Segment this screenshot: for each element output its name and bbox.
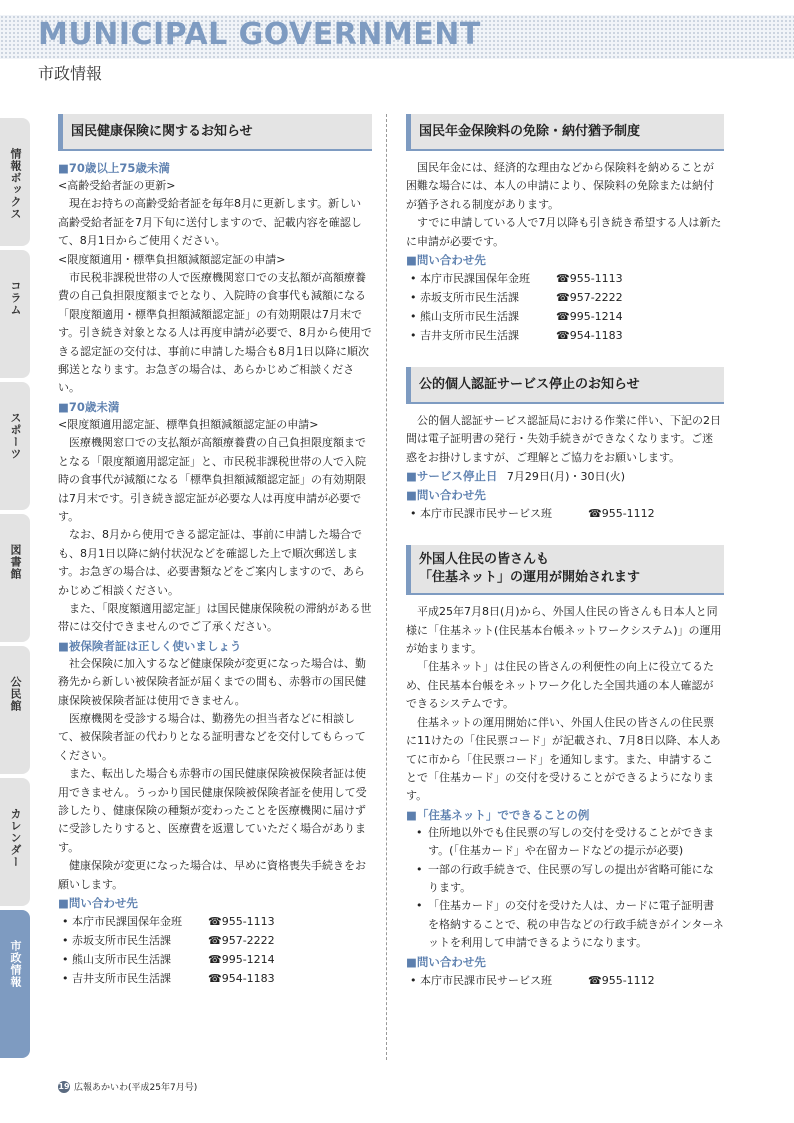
public-auth-section: [406, 367, 724, 523]
section-title: 公的個人認証サービス停止のお知らせ: [406, 367, 724, 404]
side-tab-sports[interactable]: スポーツ: [0, 382, 30, 510]
page-number: 19: [58, 1081, 70, 1091]
contact-item: • 赤坂支所市民生活課 ☎957-2222: [406, 288, 724, 307]
page-title: MUNICIPAL GOVERNMENT: [38, 17, 481, 52]
paragraph: 社会保険に加入するなど健康保険が変更になった場合は、勤務先から新しい被保険者証が届くまでの間も、赤磐市の国民健康保険被保険者証は使用できません。: [58, 656, 366, 707]
service-stop-row: [406, 467, 724, 486]
contact-list: [58, 912, 372, 988]
section-title: 国民年金保険料の免除・納付猶予制度: [406, 114, 724, 151]
paragraph: 現在お持ちの高齢受給者証を毎年8月に更新します。新しい高齢受給者証を7月下旬に送付しますので、記載内容を確認して、8月1日からご使用ください。: [58, 197, 362, 248]
paragraph: 医療機関を受診する場合は、勤務先の担当者などに相談して、被保険者証の代わりとなる証明書などを交付してもらってください。: [58, 711, 366, 762]
list-item: • 住所地以外でも住民票の写しの交付を受けることができます。(「住基カード」や在留カードなどの提示が必要): [406, 824, 724, 861]
example-list: [406, 824, 724, 953]
right-column: [406, 114, 724, 990]
section-title: 外国人住民の皆さんも 「住基ネット」の運用が開始されます: [406, 545, 724, 595]
paragraph: なお、8月から使用できる認定証は、事前に申請した場合でも、8月1日以降に納付状況などを確認した上で順次郵送します。お急ぎの場合は、必要書類などをご案内しますので、あらかじめご相談ください。: [58, 528, 365, 597]
service-stop-date: 7月29日(月)・30日(火): [506, 470, 626, 484]
pension-section: [406, 114, 724, 345]
subheading: ■70歳未満: [58, 399, 120, 414]
paragraph: 健康保険が変更になった場合は、早めに資格喪失手続きをお願いします。: [58, 859, 366, 891]
side-tab-calendar[interactable]: カレンダー: [0, 778, 30, 906]
contact-item: • 吉井支所市民生活課 ☎954-1183: [406, 326, 724, 345]
service-stop-label: ■サービス停止日: [406, 469, 498, 484]
side-tab-library[interactable]: 図書館: [0, 514, 30, 642]
page-footer: [58, 1080, 197, 1093]
contact-item: • 赤坂支所市民生活課 ☎957-2222: [58, 931, 372, 950]
paragraph: 「住基ネット」は住民の皆さんの利便性の向上に役立てるため、住民基本台帳をネットワーク化した全国共通の本人確認ができるシステムです。: [406, 660, 714, 711]
health-insurance-section: [58, 114, 372, 988]
side-tab-column[interactable]: コラム: [0, 250, 30, 378]
paragraph: また、「限度額適用認定証」は国民健康保険税の滞納がある世帯には交付できませんのでご了承ください。: [58, 601, 372, 634]
contact-item: • 熊山支所市民生活課 ☎995-1214: [406, 307, 724, 326]
contact-item: • 熊山支所市民生活課 ☎995-1214: [58, 950, 372, 969]
side-tab-community-center[interactable]: 公民館: [0, 646, 30, 774]
subheading: ■被保険者証は正しく使いましょう: [58, 638, 242, 653]
paragraph: 国民年金には、経済的な理由などから保険料を納めることが困難な場合には、本人の申請により、保険料の免除または納付が猶予される制度があります。: [406, 161, 714, 211]
list-item: • 「住基カード」の交付を受けた人は、カードに電子証明書を格納することで、税の申告などの行政手続きがインターネットを利用して申請できるようになります。: [406, 897, 724, 952]
contact-heading: ■問い合わせ先: [406, 954, 486, 969]
paragraph: 住基ネットの運用開始に伴い、外国人住民の皆さんの住民票に11けたの「住民票コード」が記載され、7月8日以降、本人あてに市から「住民票コード」を通知します。また、申請することで「住基カード」の交付を受けることができるようになります。: [406, 715, 721, 803]
contact-item: • 本庁市民課市民サービス班 ☎955-1112: [406, 504, 724, 523]
heading-line: <高齢受給者証の更新>: [58, 179, 176, 192]
paragraph: また、転出した場合も赤磐市の国民健康保険被保険者証は使用できません。うっかり国民健康保険被保険者証を使用して受診したり、健康保険の種類が変わったことを医療機関に届けずに受診したりすると、医療費を返還していただく場合があります。: [58, 767, 367, 854]
heading-line: <限度額適用・標準負担額減額認定証の申請>: [58, 252, 286, 266]
column-divider: [386, 114, 387, 1060]
contact-list: [406, 971, 724, 990]
contact-item: • 本庁市民課国保年金班 ☎955-1113: [406, 269, 724, 288]
contact-heading: ■問い合わせ先: [58, 896, 138, 911]
subheading: ■70歳以上75歳未満: [58, 161, 170, 175]
contact-item: • 本庁市民課国保年金班 ☎955-1113: [58, 912, 372, 931]
list-item: • 一部の行政手続きで、住民票の写しの提出が省略可能になります。: [406, 861, 724, 898]
side-tab-info-box[interactable]: 情報ボックス: [0, 118, 30, 246]
paragraph: すでに申請している人で7月以降も引き続き希望する人は新たに申請が必要です。: [406, 216, 722, 248]
jukinet-section: [406, 545, 724, 989]
paragraph: 医療機関窓口での支払額が高額療養費の自己負担限度額までとなる「限度額適用認定証」と、市民税非課税世帯の人で入院時の食事代が減額になる「標準負担額減額認定証」の有効期限は7月末です。引き続き認定証が必要な人は再度申請が必要です。: [58, 436, 366, 523]
contact-heading: ■問い合わせ先: [406, 253, 486, 268]
paragraph: 公的個人認証サービス認証局における作業に伴い、下記の2日間は電子証明書の発行・失効手続きができなくなります。ご迷惑をお掛けしますが、ご理解とご協力をお願いします。: [406, 414, 721, 464]
subheading: ■「住基ネット」でできることの例: [406, 807, 590, 822]
contact-list: [406, 269, 724, 345]
page-subtitle: 市政情報: [38, 64, 103, 83]
paragraph: 平成25年7月8日(月)から、外国人住民の皆さんも日本人と同様に「住基ネット(住民基本台帳ネットワークシステム)」の運用が始まります。: [406, 605, 722, 656]
paragraph: 市民税非課税世帯の人で医療機関窓口での支払額が高額療養費の自己負担限度額までとなり、入院時の食事代も減額になる「限度額適用・標準負担額減額認定証」の有効期限は7月末です。引き続き対象となる人は再度申請が必要で、8月から使用できる認定証の交付は、事前に申請した場合も8月1日以降に順次郵送となります。お急ぎの場合は、あらかじめご相談ください。: [58, 271, 372, 395]
side-tab-municipal-info[interactable]: 市政情報: [0, 910, 30, 1058]
contact-list: [406, 504, 724, 523]
contact-heading: ■問い合わせ先: [406, 488, 486, 503]
contact-item: • 本庁市民課市民サービス班 ☎955-1112: [406, 971, 724, 990]
contact-item: • 吉井支所市民生活課 ☎954-1183: [58, 969, 372, 988]
section-title: 国民健康保険に関するお知らせ: [58, 114, 372, 151]
publication-name: 広報あかいわ(平成25年7月号): [74, 1083, 198, 1093]
heading-line: <限度額適用認定証、標準負担額減額認定証の申請>: [58, 417, 319, 431]
